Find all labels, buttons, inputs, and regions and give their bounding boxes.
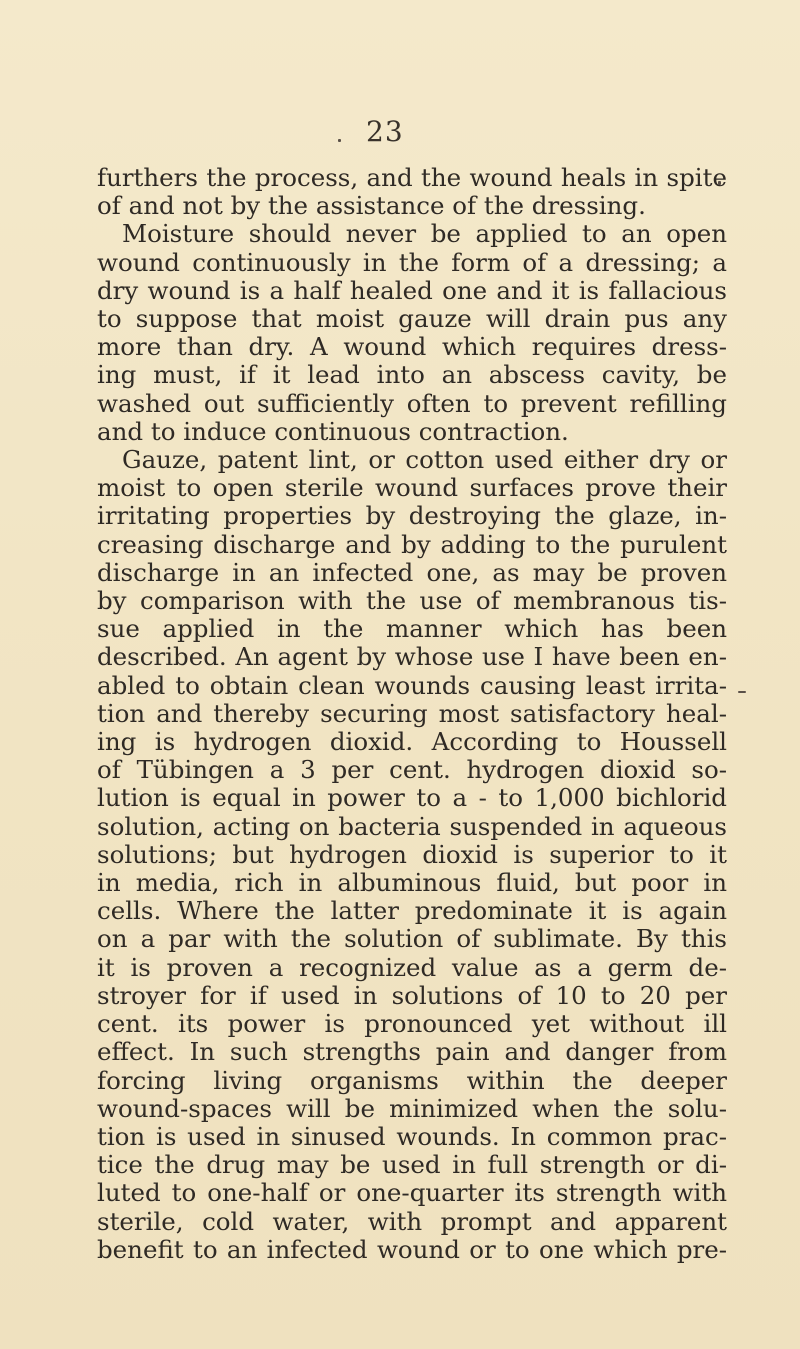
text-line: ing is hydrogen dioxid. According to Houssell <box>97 727 727 757</box>
text-line: on a par with the solution of sublimate. By this <box>97 924 727 954</box>
text-line: effect. In such strengths pain and danger from <box>97 1037 727 1067</box>
text-line: by comparison with the use of membranous tis- <box>97 586 727 616</box>
text-line: dry wound is a half healed one and it is fallacious <box>97 275 727 305</box>
body-text <box>97 164 727 1264</box>
text-line: tion is used in sinused wounds. In common prac- <box>97 1121 727 1151</box>
text-line: tice the drug may be used in full strength or di- <box>97 1150 727 1180</box>
text-line: furthers the process, and the wound heals in spite <box>97 163 727 192</box>
text-line: solutions; but hydrogen dioxid is superior to it <box>97 839 727 869</box>
text-line: sterile, cold water, with prompt and apparent <box>97 1206 727 1236</box>
text-line: creasing discharge and by adding to the purulent <box>97 529 727 559</box>
text-line: solution, acting on bacteria suspended in aqueous <box>97 811 727 841</box>
print-speck <box>338 139 341 142</box>
text-line: cells. Where the latter predominate it is again <box>97 896 727 926</box>
text-line: and to induce continuous contraction. <box>97 416 569 446</box>
text-line: wound-spaces will be minimized when the solu- <box>97 1093 727 1123</box>
text-line: lution is equal in power to a - to 1,000 bichlorid <box>97 783 727 813</box>
text-line: moist to open sterile wound surfaces prove their <box>97 473 727 503</box>
text-line: tion and thereby securing most satisfactory heal- <box>97 698 727 728</box>
text-line: abled to obtain clean wounds causing least irrita- <box>97 670 727 700</box>
text-line: of Tübingen a 3 per cent. hydrogen dioxid so- <box>97 755 727 785</box>
text-line: Gauze, patent lint, or cotton used either dry or <box>122 445 727 475</box>
text-line: forcing living organisms within the deeper <box>97 1065 727 1095</box>
text-line: of and not by the assistance of the dressing. <box>97 191 646 221</box>
text-line: cent. its power is pronounced yet without ill <box>97 1009 727 1039</box>
text-line: it is proven a recognized value as a germ de- <box>97 952 727 982</box>
print-speck <box>738 691 746 693</box>
text-line: stroyer for if used in solutions of 10 to 20 per <box>97 980 727 1010</box>
text-line: wound continuously in the form of a dressing; a <box>97 247 727 277</box>
text-line: luted to one-half or one-quarter its strength with <box>97 1178 727 1208</box>
page-number: 23 <box>366 115 404 148</box>
text-line: in media, rich in albuminous fluid, but poor in <box>97 868 727 898</box>
text-line: described. An agent by whose use I have been en- <box>97 642 727 672</box>
text-line: more than dry. A wound which requires dress- <box>97 332 727 362</box>
text-line: irritating properties by destroying the glaze, in- <box>97 501 727 531</box>
text-line: sue applied in the manner which has been <box>97 614 727 644</box>
text-line: benefit to an infected wound or to one which pre- <box>97 1234 727 1264</box>
text-line: ing must, if it lead into an abscess cavity, be <box>97 360 727 390</box>
text-line: discharge in an infected one, as may be proven <box>97 557 727 587</box>
text-line: Moisture should never be applied to an open <box>122 219 727 249</box>
text-line: washed out sufficiently often to prevent refilling <box>97 388 727 418</box>
text-line: to suppose that moist gauze will drain pus any <box>97 304 727 334</box>
